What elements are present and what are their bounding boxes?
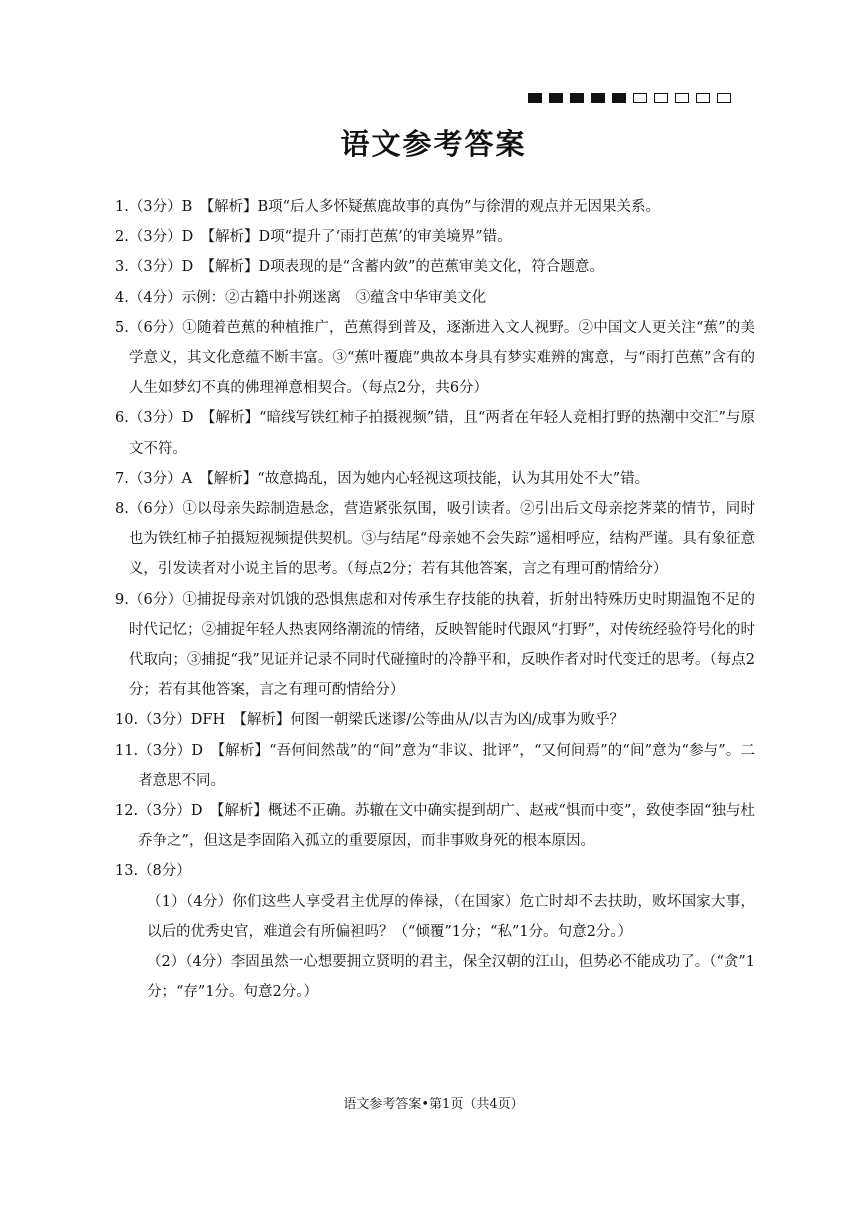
answer-text: （3分）D 【解析】“吾何间然哉”的“间”意为“非议、批评”，“又何间焉”的“间”意为“参与”。二者意思不同。 (138, 742, 755, 789)
answer-text: （3分）DFH 【解析】何图一朝梁氏迷谬/公等曲从/以吉为凶/成事为败乎？ (138, 712, 625, 729)
answer-item-10 (115, 705, 755, 735)
answer-text: （3分）A 【解析】“故意捣乱，因为她内心轻视这项技能，认为其用处不大”错。 (128, 470, 650, 487)
answer-item-6 (115, 403, 755, 463)
empty-square-mark (696, 93, 710, 103)
answer-13-part-1: （1）（4分）你们这些人享受君主优厚的俸禄，（在国家）危亡时却不去扶助，败坏国家大事，以后的优秀史官，难道会有所偏袒吗？（“倾覆”1分；“私”1分。句意2分。） (147, 893, 755, 940)
page-title: 语文参考答案 (340, 127, 527, 161)
answer-number: 5. (115, 319, 129, 336)
empty-square-mark (717, 93, 731, 103)
page-marker (528, 93, 731, 103)
answer-text: （8分） (138, 863, 191, 880)
empty-square-mark (675, 93, 689, 103)
answer-item-5 (115, 313, 755, 404)
answer-number: 10. (115, 712, 139, 729)
answer-number: 13. (115, 863, 139, 880)
answer-item-7 (115, 464, 755, 494)
answer-item-1 (115, 192, 755, 222)
answer-text: （4分）示例：②古籍中扑朔迷离 ③蕴含中华审美文化 (128, 289, 487, 306)
filled-square-mark (549, 93, 563, 103)
answer-item-2 (115, 222, 755, 252)
answer-number: 4. (115, 289, 129, 306)
answer-item-11 (115, 736, 755, 796)
filled-square-mark (528, 93, 542, 103)
answer-text: （6分）①随着芭蕉的种植推广，芭蕉得到普及，逐渐进入文人视野。②中国文人更关注“蕉”的美学意义，其文化意蕴不断丰富。③“蕉叶覆鹿”典故本身具有梦实难辨的寓意，与“雨打芭蕉”含有的人生如梦幻不真的佛理禅意相契合。（每点2分，共6分） (128, 319, 755, 397)
answer-item-13 (115, 856, 755, 886)
answer-text: （3分）B 【解析】B项“后人多怀疑蕉鹿故事的真伪”与徐渭的观点并无因果关系。 (128, 199, 660, 215)
answer-item-4 (115, 283, 755, 313)
answer-number: 9. (115, 591, 129, 608)
answer-list (115, 192, 755, 1007)
empty-square-mark (633, 93, 647, 103)
answer-number: 12. (115, 803, 139, 820)
filled-square-mark (570, 93, 584, 103)
answer-text: （3分）D 【解析】D项“提升了‘雨打芭蕉’的审美境界”错。 (128, 229, 512, 246)
filled-square-mark (591, 93, 605, 103)
answer-item-9 (115, 585, 755, 706)
answer-text: （3分）D 【解析】“暗线写铁红柿子拍摄视频”错，且“两者在年轻人竞相打野的热潮中交汇”与原文不符。 (128, 410, 755, 457)
page-footer: 语文参考答案•第1页（共4页） (343, 1097, 524, 1112)
answer-number: 11. (115, 742, 139, 759)
answer-item-8 (115, 494, 755, 585)
answer-text: （6分）①以母亲失踪制造悬念，营造紧张氛围，吸引读者。②引出后文母亲挖荠菜的情节，同时也为铁红柿子拍摄短视频提供契机。③与结尾“母亲她不会失踪”遥相呼应，结构严谨。具有象征意义，引发读者对小说主旨的思考。（每点2分；若有其他答案，言之有理可酌情给分） (128, 501, 755, 578)
filled-square-mark (612, 93, 626, 103)
answer-number: 2. (115, 229, 129, 246)
answer-number: 8. (115, 501, 129, 518)
answer-13-part-2: （2）（4分）李固虽然一心想要拥立贤明的君主，保全汉朝的江山，但势必不能成功了。（“贪”1分；“存”1分。句意2分。） (147, 954, 755, 1001)
answer-item-12 (115, 796, 755, 856)
answer-text: （6分）①捕捉母亲对饥饿的恐惧焦虑和对传承生存技能的执着，折射出特殊历史时期温饱不足的时代记忆；②捕捉年轻人热衷网络潮流的情绪，反映智能时代跟风“打野”，对传统经验符号化的时代取向；③捕捉“我”见证并记录不同时代碰撞时的冷静平和，反映作者对时代变迁的思考。（每点2分；若有其他答案，言之有理可酌情给分） (128, 591, 755, 699)
answer-item-3 (115, 252, 755, 282)
answer-number: 6. (115, 410, 129, 427)
answer-number: 1. (115, 199, 129, 215)
answer-number: 3. (115, 259, 129, 276)
answer-number: 7. (115, 470, 129, 487)
empty-square-mark (654, 93, 668, 103)
answer-text: （3分）D 【解析】概述不正确。苏辙在文中确实提到胡广、赵戒“惧而中变”，致使李固“独与杜乔争之”，但这是李固陷入孤立的重要原因，而非事败身死的根本原因。 (138, 803, 755, 850)
answer-text: （3分）D 【解析】D项表现的是“含蓄内敛”的芭蕉审美文化，符合题意。 (128, 259, 604, 276)
